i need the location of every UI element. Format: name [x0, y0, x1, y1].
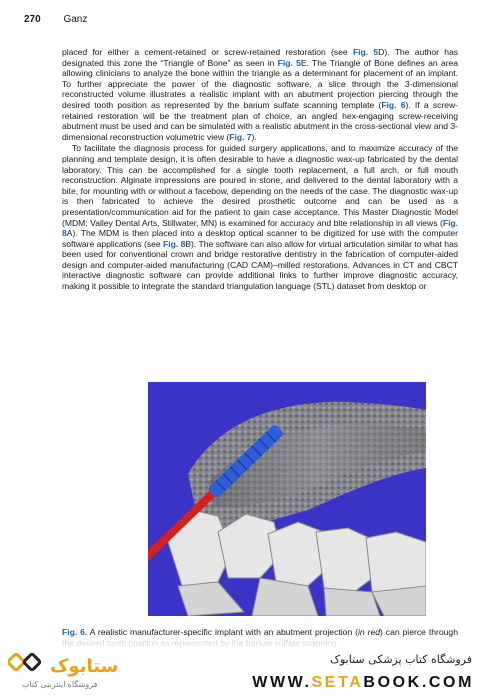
page-number: 270 — [24, 14, 41, 25]
body-text-run: placed for either a cement-retained or screw-retained restoration (see — [62, 47, 353, 57]
figure-reference-link[interactable]: Fig. 8 — [62, 217, 458, 239]
figure-reference-link[interactable]: Fig. 8 — [163, 238, 186, 249]
website-url — [252, 674, 474, 692]
article-body — [62, 47, 458, 293]
url-prefix: WWW. — [252, 674, 312, 691]
figure-6-image — [148, 382, 426, 616]
store-name: فروشگاه کتاب پزشکی ستابوک — [330, 653, 472, 666]
caption-text: A realistic manufacturer-specific implant with an abutment projection ( — [87, 627, 358, 637]
url-accent: SETA — [311, 674, 364, 691]
logo-subtitle: فروشگاه اینترنتی کتاب — [22, 680, 98, 689]
body-paragraph-2 — [62, 143, 458, 291]
body-text-run: ). — [251, 131, 257, 142]
body-text-run: E. The Triangle of Bone defines an area allowing clinicians to analyze the bone within the triangle as a determinant for placement of an implant. To further appreciate the power of the diagnostic software, a slice through the 3-dimensional reconstructed volume illustrates a realistic implant with an abutment projection piercing through the desired tooth position as represented by the barium sulfate scanning template ( — [62, 57, 458, 110]
body-text-run: To facilitate the diagnosis process for guided surgery applications, and to maximize accuracy of the planning and template design, it is often desirable to have a diagnostic wax-up fabricated by the dental laboratory. This can be accomplished for a single tooth replacement, a full arch, or full mouth reconstruction. Alginate impressions are poured in stone, and delivered to the dental laboratory with a bite, for mounting with or without a facebow, depending on the needs of the case. The diagnostic wax-up is then fabricated to achieve the desired prosthetic outcome and can be used as a presentation/communication aid for the patient to gain case acceptance. This Master Diagnostic Model (MDM; Valley Dental Arts, Stillwater, MN) is examined for accuracy and bite relationship in all views ( — [62, 143, 458, 228]
body-text-run: B). The software can also allow for virtual articulation similar to what has been used for conventional crown and bridge restorative dentistry in the fabrication of computer-aided design and computer-aided manufacturing (CAD CAM)–milled restorations. Advances in CT and CBCT interactive diagnostic software can provide additional links to further improve diagnostic accuracy, making it possible to integrate the standard triangulation language (STL) dataset from desktop or — [62, 238, 459, 292]
body-text-run: ). If a screw-retained restoration will be the treatment plan of choice, an angled hex-engaging screw-receiving abutment must be used and can be simulated with a realistic abutment in the cross-sectional view and 3-dimensional reconstruction volumetric view ( — [62, 99, 458, 142]
body-paragraph-1 — [62, 47, 458, 142]
figure-reference-link[interactable]: Fig. 6 — [381, 99, 406, 110]
url-suffix: BOOK.COM — [363, 674, 474, 691]
caption-italic: in red — [358, 627, 381, 637]
figure-reference-link[interactable]: Fig. 5 — [352, 47, 379, 57]
figure-reference-link[interactable]: Fig. 7 — [229, 131, 252, 142]
running-author: Ganz — [63, 14, 88, 25]
running-header — [24, 14, 87, 25]
logo-wordmark: ستابوک — [50, 656, 119, 677]
caption-text-continued: ) can pierce through — [380, 627, 458, 637]
body-text-run: A). The MDM is then placed into a desktop optical scanner to be digitized for use with the computer software applications (see — [62, 228, 458, 249]
caption-label: Fig. 6. — [62, 627, 88, 637]
body-text-run: D). The author has designated this zone the “Triangle of Bone” as seen in — [62, 47, 458, 68]
figure-reference-link[interactable]: Fig. 5 — [277, 57, 301, 68]
footer-watermark-banner — [0, 640, 500, 700]
setabook-logo — [8, 650, 158, 694]
